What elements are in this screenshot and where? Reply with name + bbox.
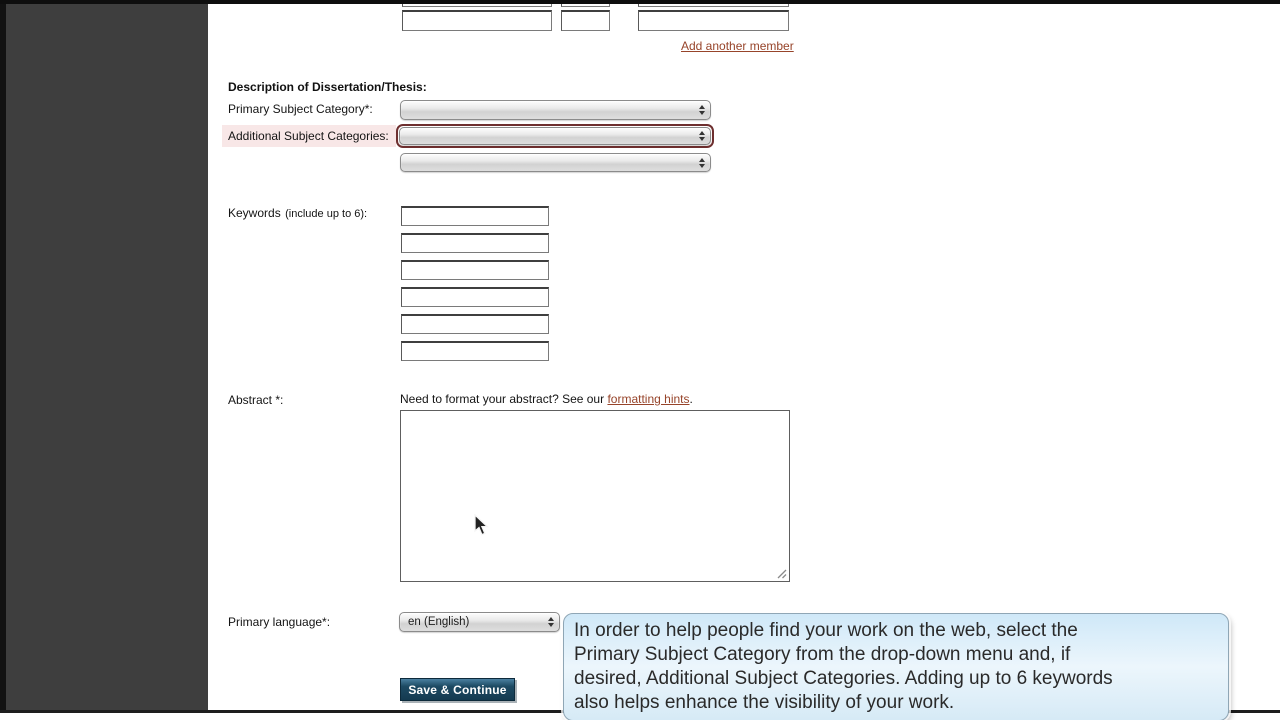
additional-subject-label: Additional Subject Categories: <box>228 129 389 143</box>
primary-subject-select[interactable] <box>400 100 711 120</box>
primary-language-select[interactable] <box>399 612 560 632</box>
keyword-input-2[interactable] <box>401 233 549 253</box>
keyword-input-6[interactable] <box>401 341 549 361</box>
tooltip-line: also helps enhance the visibility of your work. <box>574 692 955 713</box>
save-continue-button[interactable]: Save & Continue <box>400 678 515 701</box>
keywords-label: Keywords (include up to 6): <box>228 206 368 220</box>
keyword-input-5[interactable] <box>401 314 549 334</box>
formatting-hints-link[interactable]: formatting hints <box>607 392 690 406</box>
abstract-hint: Need to format your abstract? See our formatting hints. <box>400 392 693 406</box>
member-field-input[interactable] <box>402 10 552 31</box>
section-heading: Description of Dissertation/Thesis: <box>228 80 427 94</box>
primary-subject-label: Primary Subject Category*: <box>228 102 373 116</box>
keywords-note: (include up to 6): <box>285 208 368 220</box>
stepper-icon <box>699 131 705 141</box>
left-dark-panel <box>0 0 208 711</box>
additional-subject-label-highlight <box>222 125 396 147</box>
primary-language-value: en (English) <box>408 616 470 628</box>
stepper-icon <box>548 617 554 627</box>
tooltip-line: Primary Subject Category from the drop-down menu and, if <box>574 644 1071 665</box>
tooltip-overlay <box>563 613 1229 720</box>
keyword-input-1[interactable] <box>401 206 549 226</box>
tooltip-line: In order to help people find your work on the web, select the <box>574 620 1078 641</box>
mouse-cursor <box>473 514 490 537</box>
member-field-input[interactable] <box>561 10 610 31</box>
stepper-icon <box>699 158 705 168</box>
abstract-textarea[interactable] <box>400 410 790 582</box>
keyword-input-3[interactable] <box>401 260 549 280</box>
abstract-label: Abstract *: <box>228 393 284 407</box>
tooltip-line: desired, Additional Subject Categories. Adding up to 6 keywords <box>574 668 1113 689</box>
add-another-member-link[interactable]: Add another member <box>681 39 794 53</box>
additional-subject-select-flagged[interactable] <box>396 124 714 148</box>
primary-language-label: Primary language*: <box>228 615 331 629</box>
top-edge-bar <box>0 0 1280 4</box>
resize-handle-icon[interactable] <box>776 568 787 579</box>
extra-subject-select[interactable] <box>400 153 711 172</box>
member-field-input[interactable] <box>638 10 789 31</box>
keyword-input-4[interactable] <box>401 287 549 307</box>
stepper-icon <box>699 105 705 115</box>
additional-subject-select[interactable] <box>399 127 711 145</box>
